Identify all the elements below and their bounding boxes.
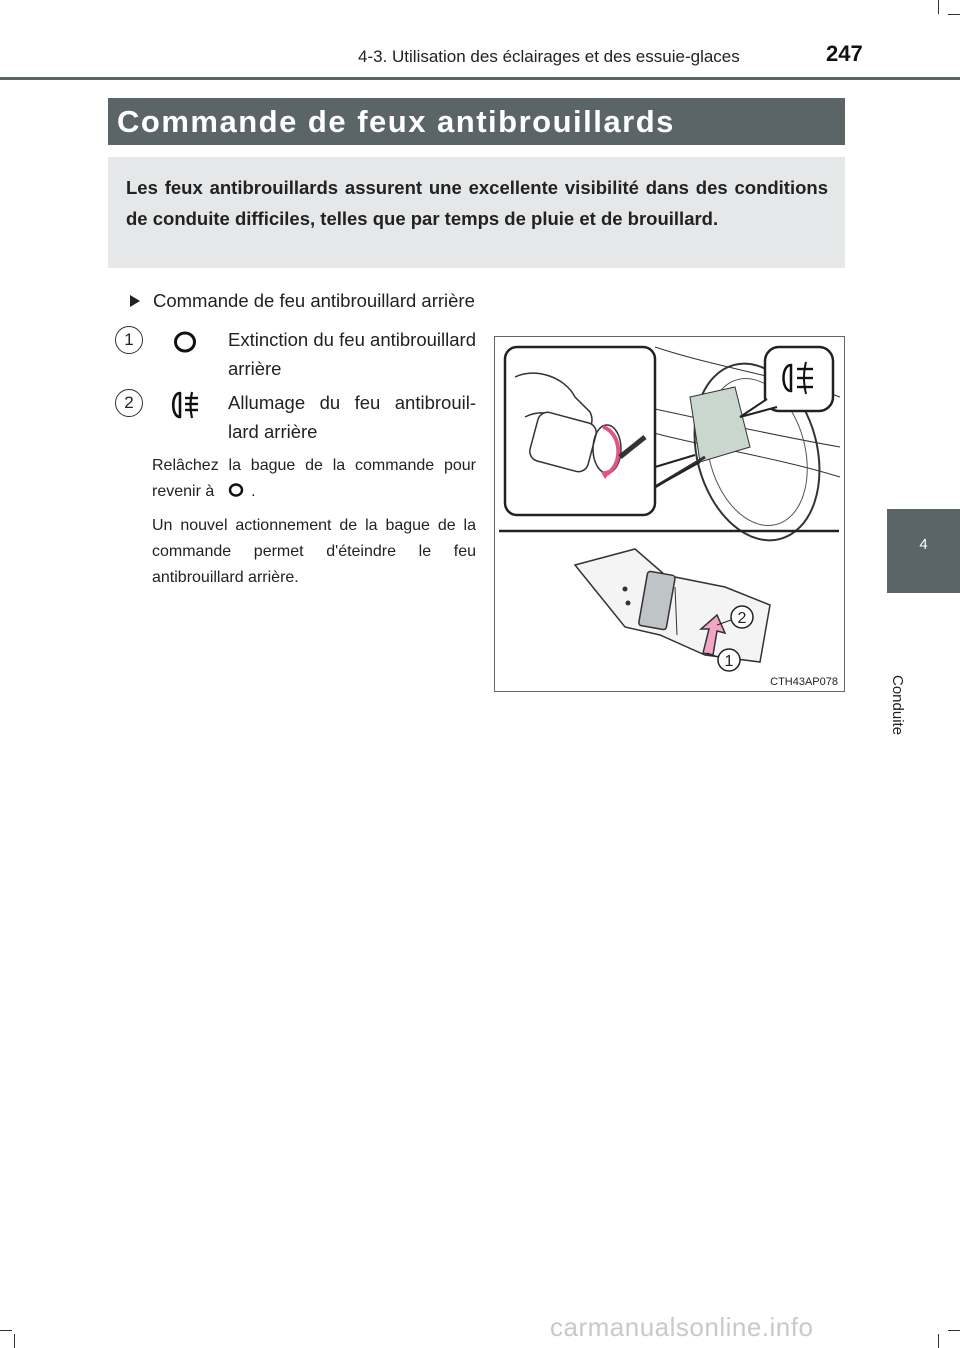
item-number-2: 2 [115,389,143,417]
dashboard-illustration [495,337,843,690]
page-title: Commande de feux antibrouillards [117,104,675,139]
note-return [152,453,476,505]
bullet-text: Commande de feu antibrouillard arrière [153,290,475,311]
crop-mark [14,1334,15,1348]
item-number-1: 1 [115,326,143,354]
item-text-2: Allumage du feu antibrouil-lard arrière [228,392,476,442]
chapter-number: 4 [919,536,928,553]
crop-mark [938,0,939,14]
bullet-heading [130,290,475,312]
bullet-arrow-icon [130,295,140,307]
title-bar [108,98,845,145]
note-turn-off: Un nouvel actionnement de la bague de la commande permet d'éteindre le feu antibrouillard arrière. [152,517,476,586]
figure-illustration [494,336,845,692]
item-text-1: Extinction du feu antibrouillard arrière [228,329,476,379]
crop-mark [948,14,960,15]
crop-mark [938,1334,939,1348]
crop-mark [0,1330,12,1331]
section-header: 4-3. Utilisation des éclairages et des essuie-glaces [358,47,740,66]
crop-mark [948,1330,960,1331]
watermark: carmanualsonline.info [550,1312,814,1342]
intro-text: Les feux antibrouillards assurent une excellente visibilité dans des conditions de conduite difficiles, telles que par temps de pluie et de brouillard. [126,177,828,229]
fog-off-inline-icon [225,482,247,498]
header-divider [0,77,960,80]
note-return-text: Relâchez la bague de la commande pour revenir à [152,457,476,500]
fog-off-icon [172,329,198,355]
figure-callout-1: 1 [724,653,734,670]
chapter-tab [887,509,960,593]
figure-code: CTH43AP078 [770,676,838,688]
rear-fog-light-icon [168,390,204,420]
note-return-period: . [251,483,256,500]
chapter-label: Conduite [889,675,906,736]
figure-callout-2: 2 [737,610,747,627]
intro-box [108,157,845,268]
page-number: 247 [826,41,863,66]
